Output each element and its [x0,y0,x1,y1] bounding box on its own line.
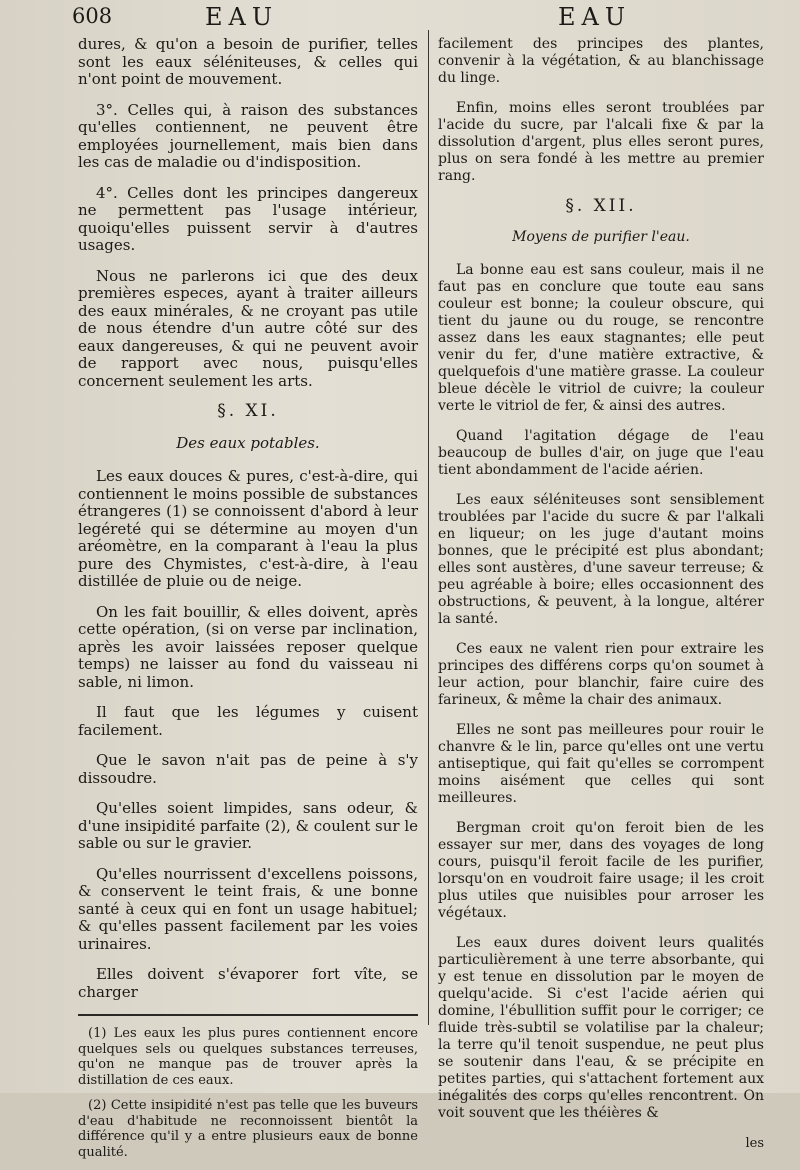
paragraph: On les fait bouillir, & elles doivent, après cette opération, (si on verse par inclination, après les avoir laissées reposer quelque temps) ne laisser au fond du vaisseau ni sable, ni limon. [78,602,418,691]
right-column [438,36,764,1152]
running-head-left: EAU [205,3,279,31]
paragraph: Que le savon n'ait pas de peine à s'y dissoudre. [78,751,418,787]
page-number: 608 [72,4,113,28]
paragraph: Ces eaux ne valent rien pour extraire les principes des différens corps qu'on soumet à leur action, pour blanchir, faire cuire des farineux, & même la chair des animaux. [438,641,764,708]
paragraph: Elles ne sont pas meilleures pour rouir le chanvre & le lin, parce qu'elles ont une vertu antiseptique, qui fait qu'elles se corrompent moins aisément que celles qui sont meilleures. [438,722,764,806]
section-subtitle: Des eaux potables. [176,433,320,452]
paragraph: Les eaux douces & pures, c'est-à-dire, qui contiennent le moins possible de substances étrangeres (1) se connoissent d'abord à leur legéreté qui se détermine au moyen d'un aréomètre, en la comparant à l'eau la plus pure des Chymistes, c'est-à-dire, à l'eau distillée de pluie ou de neige. [78,467,418,590]
footnote: (2) Cette insipidité n'est pas telle que les buveurs d'eau d'habitude ne reconnoissent bientôt la différence qu'il y a entre plusieurs eaux de bonne qualité. [78,1098,418,1160]
running-head-right: EAU [558,3,632,31]
paragraph: 3°. Celles qui, à raison des substances qu'elles contiennent, ne peuvent être employées journellement, mais bien dans les cas de maladie ou d'indisposition. [78,100,418,171]
paragraph: La bonne eau est sans couleur, mais il ne faut pas en conclure que toute eau sans couleur est bonne; la couleur obscure, qui tient du jaune ou du rouge, se rencontre assez dans les eaux stagnantes; elle peut venir du fer, d'une matière extractive, & quelquefois d'une matière grasse. La couleur bleue décèle le vitriol de cuivre; la couleur verte le vitriol de fer, & ainsi des autres. [438,262,764,414]
paragraph: Les eaux séléniteuses sont sensiblement troublées par l'acide du sucre & par l'alkali en liqueur; on les juge d'autant moins bonnes, que le précipité est plus abondant; elles sont austères, d'une saveur terreuse; & peu agréable à boire; elles occasionnent des obstructions, & peuvent, à la longue, altérer la santé. [438,492,764,627]
paragraph: Enfin, moins elles seront troublées par l'acide du sucre, par l'alcali fixe & par la dissolution d'argent, plus elles seront pures, plus on sera fondé à les mettre au premier rang. [438,100,764,184]
paragraph: Nous ne parlerons ici que des deux premières especes, ayant à traiter ailleurs des eaux minérales, & ne croyant pas utile de nous étendre d'un autre côté sur des eaux dangereuses, & qui ne peuvent avoir de rapport avec nous, puisqu'elles concernent seulement les arts. [78,266,418,390]
paragraph: Elles doivent s'évaporer fort vîte, se charger [78,965,418,1001]
column-divider [428,30,429,1025]
paragraph: facilement des principes des plantes, convenir à la végétation, & au blanchissage du linge. [438,36,764,86]
paragraph: Bergman croit qu'on feroit bien de les essayer sur mer, dans des voyages de long cours, puisqu'il feroit facile de les purifier, lorsqu'on en voudroit faire usage; il les croit plus utiles que nuisibles pour arroser les végétaux. [438,820,764,921]
paragraph: Quand l'agitation dégage de l'eau beaucoup de bulles d'air, on juge que l'eau tient abondamment de l'acide aérien. [438,428,764,478]
section-subtitle: Moyens de purifier l'eau. [512,229,690,245]
paragraph: dures, & qu'on a besoin de purifier, telles sont les eaux séléniteuses, & celles qui n'ont point de mouvement. [78,35,418,88]
paragraph: Il faut que les légumes y cuisent facilement. [78,703,418,739]
footnote: (1) Les eaux les plus pures contiennent encore quelques sels ou quelques substances terreuses, qu'on ne manque pas de trouver après la distillation de ces eaux. [78,1026,418,1088]
section-heading: §. XII. [565,196,637,216]
section-heading: §. XI. [217,401,279,421]
paragraph: Qu'elles nourrissent d'excellens poissons, & conservent le teint frais, & une bonne santé à ceux qui en font un usage habituel; & qu'elles passent facilement par les voies urinaires. [78,864,418,953]
catchword: les [745,1136,764,1151]
footnote-rule [78,1014,418,1016]
paragraph: 4°. Celles dont les principes dangereux ne permettent pas l'usage intérieur, quoiqu'elles puissent servir à d'autres usages. [78,183,418,254]
left-column [78,36,418,1170]
paragraph: Les eaux dures doivent leurs qualités particulièrement à une terre absorbante, qui y est tenue en dissolution par le moyen de quelqu'acide. Si c'est l'acide aérien qui domine, l'ébullition suffit pour le corriger; ce fluide très-subtil se volatilise par la chaleur; la terre qu'il tenoit suspendue, ne peut plus se soutenir dans l'eau, & se précipite en petites parties, qui s'attachent fortement aux inégalités des corps qu'elles rencontrent. On voit souvent que les théières & [438,935,764,1121]
paragraph: Qu'elles soient limpides, sans odeur, & d'une insipidité parfaite (2), & coulent sur le sable ou sur le gravier. [78,799,418,852]
